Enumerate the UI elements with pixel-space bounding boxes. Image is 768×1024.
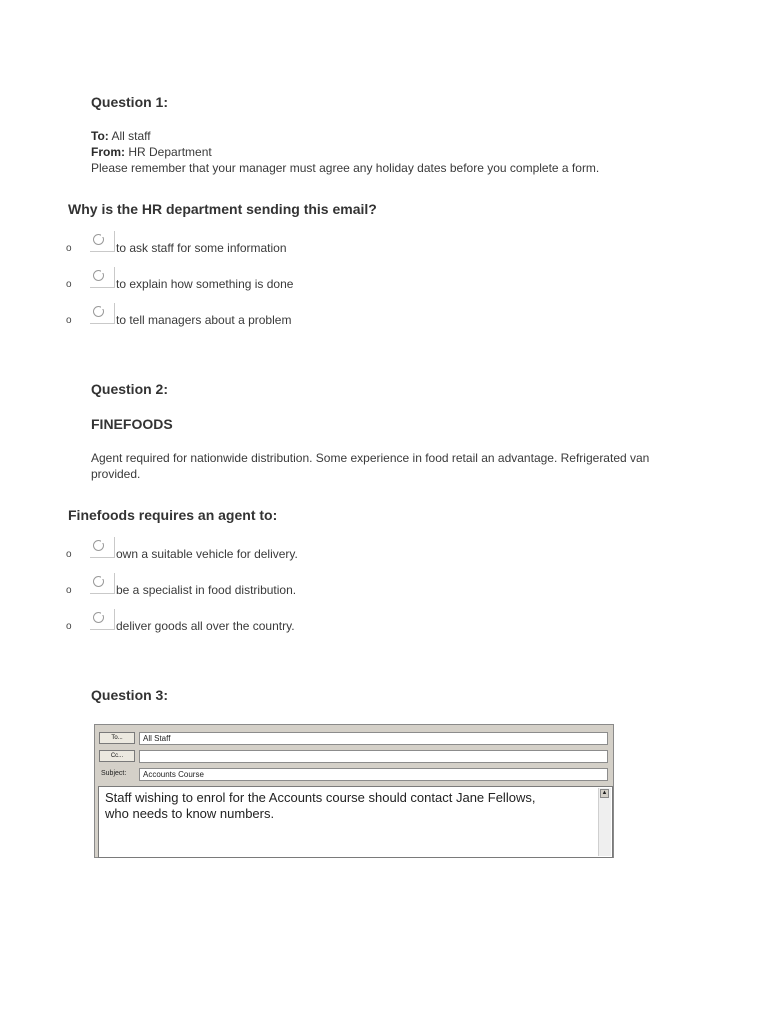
bullet: o: [66, 243, 72, 254]
q1-option-2[interactable]: [66, 273, 666, 297]
to-button[interactable]: To...: [99, 732, 135, 744]
email-body-scrollbar[interactable]: [598, 788, 611, 856]
bullet: o: [66, 315, 72, 326]
q2-option-2-label: be a specialist in food distribution.: [116, 583, 297, 597]
q1-message: Please remember that your manager must agree any holiday dates before you complete a form.: [91, 161, 600, 175]
question-2-heading: Question 2:: [91, 381, 169, 397]
email-body[interactable]: [98, 786, 613, 858]
q2-ad-text: [91, 450, 649, 482]
cc-field[interactable]: [139, 750, 608, 763]
q2-prompt: Finefoods requires an agent to:: [68, 507, 278, 523]
q2-option-1[interactable]: [66, 543, 666, 567]
subject-field[interactable]: Accounts Course: [139, 768, 608, 781]
q2-ad-line-2: provided.: [91, 467, 141, 481]
bullet: o: [66, 279, 72, 290]
question-3-heading: Question 3:: [91, 687, 169, 703]
q1-option-1-label: to ask staff for some information: [116, 241, 287, 255]
q2-option-2[interactable]: [66, 579, 666, 603]
q1-option-2-radio[interactable]: [90, 267, 115, 288]
bullet: o: [66, 585, 72, 596]
radio-button-icon: [93, 306, 104, 317]
radio-button-icon: [93, 576, 104, 587]
q1-from-value: HR Department: [128, 145, 212, 159]
bullet: o: [66, 621, 72, 632]
q1-option-3-label: to tell managers about a problem: [116, 313, 292, 327]
radio-button-icon: [93, 270, 104, 281]
scroll-up-arrow-icon[interactable]: ▲: [601, 790, 608, 796]
q2-option-2-radio[interactable]: [90, 573, 115, 594]
q1-to-value: All staff: [111, 129, 151, 143]
q2-ad-line-1: Agent required for nationwide distribution. Some experience in food retail an advantage. Refrigerated van: [91, 451, 650, 465]
q1-option-2-label: to explain how something is done: [116, 277, 294, 291]
q1-to-line: [91, 128, 599, 144]
radio-button-icon: [93, 612, 104, 623]
q2-option-1-radio[interactable]: [90, 537, 115, 558]
email-body-line-1: Staff wishing to enrol for the Accounts course should contact Jane Fellows,: [105, 790, 536, 805]
subject-label: Subject:: [101, 770, 127, 777]
q1-to-label: To:: [91, 129, 109, 143]
email-compose-window: [94, 724, 614, 858]
q1-option-1-radio[interactable]: [90, 231, 115, 252]
to-field[interactable]: All Staff: [139, 732, 608, 745]
question-1-heading: Question 1:: [91, 94, 169, 110]
cc-button[interactable]: Cc...: [99, 750, 135, 762]
q2-option-1-label: own a suitable vehicle for delivery.: [116, 547, 298, 561]
radio-button-icon: [93, 540, 104, 551]
q1-option-3-radio[interactable]: [90, 303, 115, 324]
bullet: o: [66, 549, 72, 560]
q1-from-line: [91, 144, 599, 160]
radio-button-icon: [93, 234, 104, 245]
email-body-line-2: who needs to know numbers.: [105, 806, 275, 821]
q2-option-3-label: deliver goods all over the country.: [116, 619, 295, 633]
q2-company-name: FINEFOODS: [91, 416, 173, 432]
q1-email-header: [91, 128, 599, 176]
q1-prompt: Why is the HR department sending this email?: [68, 201, 377, 217]
q1-option-3[interactable]: [66, 309, 666, 333]
q1-option-1[interactable]: [66, 237, 666, 261]
q1-from-label: From:: [91, 145, 125, 159]
q2-option-3-radio[interactable]: [90, 609, 115, 630]
q2-option-3[interactable]: [66, 615, 666, 639]
